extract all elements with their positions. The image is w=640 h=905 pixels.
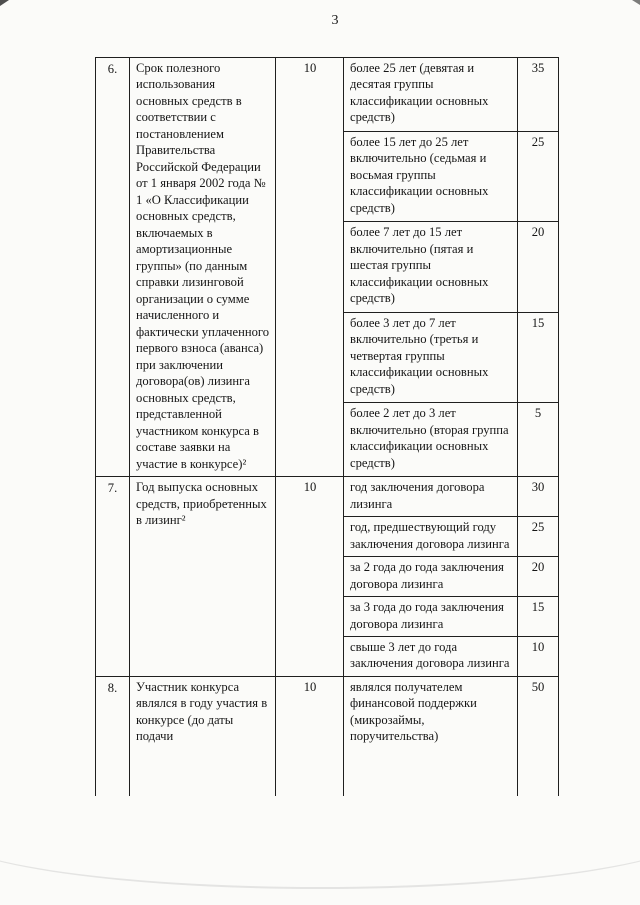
score-cell: 5 <box>518 403 559 477</box>
score-cell: 15 <box>518 312 559 402</box>
score-cell: 25 <box>518 131 559 221</box>
weight-cell: 10 <box>276 676 344 796</box>
table-row <box>96 477 559 517</box>
criterion-cell: Срок полезного использования основных средств в соответствии с постановлением Правительства Российской Федерации от 1 января 2002 года № 1 «О Классификации основных средств, включаемых в амортизационные группы» (по данным справки лизинговой организации о сумме начисленного и фактически уплаченного первого взноса (аванса) при заключении договора(ов) лизинга основных средств, представленной участником конкурса в составе заявки на участие в конкурсе)² <box>130 58 276 477</box>
subcriterion-cell: за 3 года до года заключения договора лизинга <box>344 597 518 637</box>
subcriterion-cell: более 2 лет до 3 лет включительно (вторая группа классификации основных средств) <box>344 403 518 477</box>
score-cell: 20 <box>518 557 559 597</box>
scan-artifact-bottom <box>0 823 640 889</box>
score-cell: 25 <box>518 517 559 557</box>
subcriterion-cell: за 2 года до года заключения договора лизинга <box>344 557 518 597</box>
weight-cell: 10 <box>276 477 344 677</box>
subcriterion-cell: более 15 лет до 25 лет включительно (седьмая и восьмая группы классификации основных средств) <box>344 131 518 221</box>
row-number-cell: 6. <box>96 58 130 477</box>
weight-cell: 10 <box>276 58 344 477</box>
table-row <box>96 676 559 796</box>
subcriterion-cell: являлся получателем финансовой поддержки (микрозаймы, поручительства) <box>344 676 518 796</box>
score-cell: 50 <box>518 676 559 796</box>
subcriterion-cell: более 25 лет (девятая и десятая группы классификации основных средств) <box>344 58 518 132</box>
scan-artifact-corner-right <box>632 0 640 5</box>
criterion-cell: Год выпуска основных средств, приобретенных в лизинг² <box>130 477 276 677</box>
subcriterion-cell: свыше 3 лет до года заключения договора лизинга <box>344 636 518 676</box>
scan-artifact-corner-left <box>0 0 9 6</box>
subcriterion-cell: более 3 лет до 7 лет включительно (третья и четвертая группы классификации основных средств) <box>344 312 518 402</box>
score-cell: 15 <box>518 597 559 637</box>
row-number-cell: 8. <box>96 676 130 796</box>
table-row <box>96 58 559 132</box>
subcriterion-cell: год заключения договора лизинга <box>344 477 518 517</box>
score-cell: 35 <box>518 58 559 132</box>
page-number: 3 <box>331 13 339 28</box>
subcriterion-cell: год, предшествующий году заключения договора лизинга <box>344 517 518 557</box>
row-number-cell: 7. <box>96 477 130 677</box>
score-cell: 20 <box>518 222 559 312</box>
score-cell: 10 <box>518 636 559 676</box>
subcriterion-cell: более 7 лет до 15 лет включительно (пятая и шестая группы классификации основных средств) <box>344 222 518 312</box>
criterion-cell: Участник конкурса являлся в году участия в конкурсе (до даты подачи <box>130 676 276 796</box>
criteria-table <box>95 57 559 796</box>
score-cell: 30 <box>518 477 559 517</box>
